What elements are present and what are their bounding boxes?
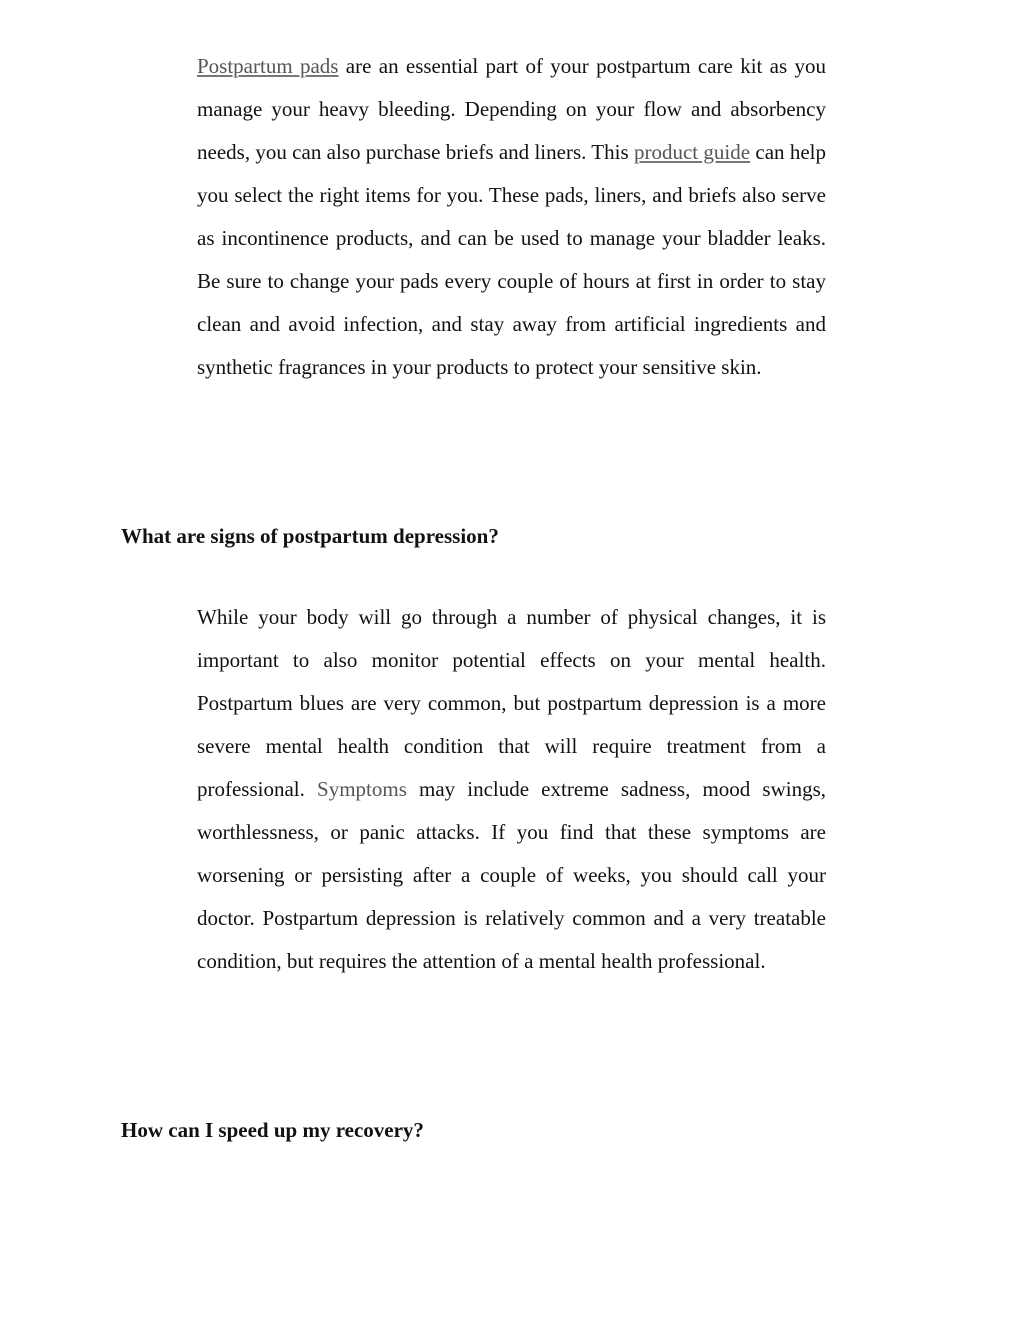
depression-heading: What are signs of postpartum depression? xyxy=(121,524,499,548)
depression-paragraph xyxy=(197,596,826,983)
postpartum-pads-link[interactable]: Postpartum pads xyxy=(197,54,339,78)
postpartum-pads-paragraph xyxy=(197,45,826,389)
paragraph-text: can help you select the right items for you. These pads, liners, and briefs also serve as incontinence products, and can be used to manage your bladder leaks. Be sure to change your pads every couple of hours at first in order to stay clean and avoid infection, and stay away from artificial ingredients and synthetic fragrances in your products to protect your sensitive skin. xyxy=(197,140,827,379)
paragraph-text: While your body will go through a number of physical changes, it is important to also monitor potential effects on your mental health. Postpartum blues are very common, but postpartum depression is a more severe mental health condition that will require treatment from a professional. xyxy=(197,605,826,801)
paragraph-text: are an essential part of your postpartum care kit as you manage your heavy bleeding. Depending on your flow and absorbency needs, you can also purchase briefs and liners. This xyxy=(197,54,826,164)
paragraph-text: may include extreme sadness, mood swings, worthlessness, or panic attacks. If you find that these symptoms are worsening or persisting after a couple of weeks, you should call your doctor. Postpartum depression is relatively common and a very treatable condition, but requires the attention of a mental health professional. xyxy=(197,777,826,973)
symptoms-link[interactable]: Symptoms xyxy=(317,777,407,801)
recovery-heading: How can I speed up my recovery? xyxy=(121,1118,424,1142)
product-guide-link[interactable]: product guide xyxy=(633,140,751,164)
